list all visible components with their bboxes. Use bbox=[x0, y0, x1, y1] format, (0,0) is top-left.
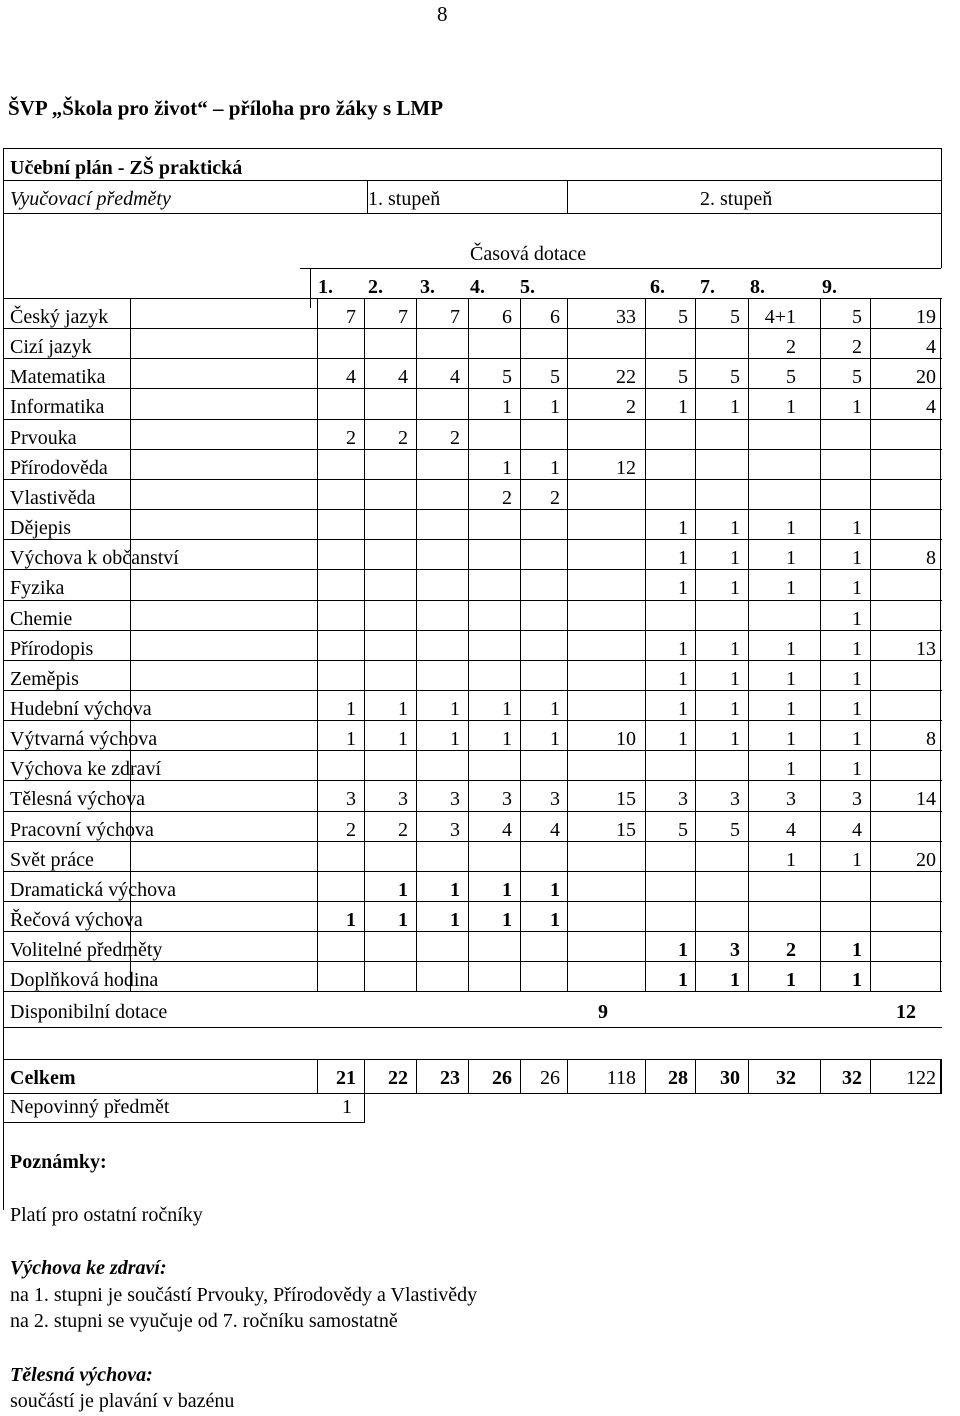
hours-cell: 3 bbox=[550, 788, 560, 810]
table-rule bbox=[3, 690, 942, 691]
page-number: 8 bbox=[437, 2, 448, 26]
hours-cell: 1 bbox=[398, 728, 408, 750]
hours-cell: 1 bbox=[786, 577, 796, 599]
hours-cell: 10 bbox=[616, 728, 636, 750]
subject-name: Výchova k občanství bbox=[10, 547, 179, 569]
subject-name: Disponibilní dotace bbox=[10, 1001, 168, 1023]
hours-cell: 1 bbox=[678, 396, 688, 418]
table-rule bbox=[3, 539, 942, 540]
hours-cell: 2 bbox=[786, 939, 796, 961]
hours-cell: 1 bbox=[786, 638, 796, 660]
table-rule bbox=[567, 180, 568, 214]
hours-cell: 2 bbox=[346, 819, 356, 841]
hours-cell: 3 bbox=[450, 788, 460, 810]
hours-cell: 1 bbox=[398, 698, 408, 720]
hours-cell: 1 bbox=[786, 547, 796, 569]
subject-name: Cizí jazyk bbox=[10, 336, 92, 358]
table-rule bbox=[940, 298, 941, 991]
hours-cell: 33 bbox=[616, 306, 636, 328]
total-label: Celkem bbox=[10, 1067, 76, 1089]
grade-header: 6. bbox=[650, 276, 665, 298]
hours-cell: 20 bbox=[916, 366, 936, 388]
hours-cell: 4 bbox=[502, 819, 512, 841]
subject-name: Dějepis bbox=[10, 517, 72, 539]
table-rule bbox=[416, 1059, 417, 1094]
hours-cell: 9 bbox=[598, 1001, 608, 1023]
pe-note-heading: Tělesná výchova: bbox=[10, 1364, 153, 1386]
time-allocation-header: Časová dotace bbox=[470, 243, 587, 265]
hours-cell: 1 bbox=[550, 909, 560, 931]
hours-cell: 1 bbox=[730, 517, 740, 539]
hours-cell: 1 bbox=[852, 969, 862, 991]
table-rule bbox=[3, 479, 942, 480]
table-rule bbox=[3, 509, 942, 510]
notes-heading: Poznámky: bbox=[10, 1151, 107, 1173]
grade-header: 4. bbox=[470, 276, 485, 298]
table-rule bbox=[3, 811, 942, 812]
table-rule bbox=[520, 298, 521, 991]
table-rule bbox=[3, 298, 942, 299]
hours-cell: 1 bbox=[342, 1096, 352, 1118]
table-rule bbox=[3, 148, 942, 149]
table-rule bbox=[300, 268, 941, 269]
hours-cell: 4 bbox=[926, 396, 936, 418]
total-cell: 122 bbox=[906, 1067, 936, 1089]
table-rule bbox=[820, 1059, 821, 1094]
hours-cell: 1 bbox=[450, 728, 460, 750]
table-rule bbox=[941, 148, 942, 268]
subject-name: Vlastivěda bbox=[10, 487, 96, 509]
hours-cell: 1 bbox=[786, 849, 796, 871]
table-rule bbox=[3, 298, 4, 991]
table-rule bbox=[645, 1059, 646, 1094]
subject-name: Volitelné předměty bbox=[10, 939, 163, 961]
table-rule bbox=[567, 1059, 568, 1094]
table-rule bbox=[3, 569, 942, 570]
hours-cell: 4 bbox=[550, 819, 560, 841]
hours-cell: 2 bbox=[450, 427, 460, 449]
grade-header: 9. bbox=[822, 276, 837, 298]
health-note-heading: Výchova ke zdraví: bbox=[10, 1257, 167, 1279]
table-rule bbox=[3, 901, 942, 902]
table-rule bbox=[3, 600, 942, 601]
hours-cell: 1 bbox=[346, 909, 356, 931]
hours-cell: 12 bbox=[896, 1001, 916, 1023]
subject-name: Nepovinný předmět bbox=[10, 1096, 170, 1118]
hours-cell: 19 bbox=[916, 306, 936, 328]
hours-cell: 1 bbox=[450, 909, 460, 931]
subject-name: Tělesná výchova bbox=[10, 788, 145, 810]
hours-cell: 1 bbox=[730, 577, 740, 599]
total-cell: 28 bbox=[668, 1067, 688, 1089]
subject-name: Výtvarná výchova bbox=[10, 728, 158, 750]
table-rule bbox=[3, 931, 942, 932]
subject-name: Český jazyk bbox=[10, 306, 109, 328]
table-rule bbox=[3, 449, 942, 450]
table-rule bbox=[645, 298, 646, 991]
table-rule bbox=[870, 1059, 871, 1094]
hours-cell: 1 bbox=[398, 909, 408, 931]
table-rule bbox=[3, 720, 942, 721]
hours-cell: 4+1 bbox=[764, 306, 796, 328]
subject-name: Matematika bbox=[10, 366, 106, 388]
table-rule bbox=[3, 358, 942, 359]
total-cell: 26 bbox=[492, 1067, 512, 1089]
subject-name: Zeměpis bbox=[10, 668, 79, 690]
table-rule bbox=[468, 1059, 469, 1094]
hours-cell: 5 bbox=[730, 366, 740, 388]
hours-cell: 1 bbox=[678, 698, 688, 720]
stage1-header: 1. stupeň bbox=[368, 188, 441, 210]
table-rule bbox=[3, 961, 942, 962]
hours-cell: 3 bbox=[730, 788, 740, 810]
hours-cell: 2 bbox=[398, 427, 408, 449]
subject-name: Informatika bbox=[10, 396, 105, 418]
hours-cell: 2 bbox=[398, 819, 408, 841]
hours-cell: 8 bbox=[926, 547, 936, 569]
hours-cell: 1 bbox=[450, 698, 460, 720]
hours-cell: 2 bbox=[346, 427, 356, 449]
hours-cell: 1 bbox=[678, 668, 688, 690]
hours-cell: 1 bbox=[678, 517, 688, 539]
hours-cell: 1 bbox=[730, 969, 740, 991]
hours-cell: 1 bbox=[852, 849, 862, 871]
table-rule bbox=[567, 298, 568, 991]
hours-cell: 8 bbox=[926, 728, 936, 750]
hours-cell: 3 bbox=[852, 788, 862, 810]
subject-name: Chemie bbox=[10, 608, 73, 630]
hours-cell: 1 bbox=[550, 396, 560, 418]
hours-cell: 3 bbox=[346, 788, 356, 810]
hours-cell: 2 bbox=[626, 396, 636, 418]
hours-cell: 1 bbox=[852, 758, 862, 780]
hours-cell: 6 bbox=[502, 306, 512, 328]
hours-cell: 4 bbox=[398, 366, 408, 388]
hours-cell: 1 bbox=[786, 517, 796, 539]
hours-cell: 3 bbox=[502, 788, 512, 810]
hours-cell: 1 bbox=[730, 638, 740, 660]
hours-cell: 1 bbox=[502, 396, 512, 418]
notes-line: Platí pro ostatní ročníky bbox=[10, 1204, 203, 1226]
table-rule bbox=[820, 298, 821, 991]
hours-cell: 5 bbox=[678, 366, 688, 388]
health-note-line: na 1. stupni je součástí Prvouky, Přírodovědy a Vlastivědy bbox=[10, 1284, 478, 1306]
table-rule bbox=[3, 1059, 942, 1060]
hours-cell: 1 bbox=[852, 517, 862, 539]
table-rule bbox=[364, 1093, 365, 1123]
hours-cell: 1 bbox=[678, 547, 688, 569]
hours-cell: 15 bbox=[616, 819, 636, 841]
hours-cell: 12 bbox=[616, 457, 636, 479]
hours-cell: 5 bbox=[786, 366, 796, 388]
hours-cell: 20 bbox=[916, 849, 936, 871]
table-rule bbox=[748, 1059, 749, 1094]
table-rule bbox=[3, 1093, 942, 1094]
hours-cell: 1 bbox=[346, 698, 356, 720]
table-rule bbox=[364, 298, 365, 991]
hours-cell: 1 bbox=[852, 939, 862, 961]
table-rule bbox=[695, 1059, 696, 1094]
grade-header: 8. bbox=[750, 276, 765, 298]
subject-name: Přírodověda bbox=[10, 457, 108, 479]
total-cell: 22 bbox=[388, 1067, 408, 1089]
hours-cell: 1 bbox=[786, 698, 796, 720]
hours-cell: 1 bbox=[502, 909, 512, 931]
table-rule bbox=[3, 213, 942, 214]
hours-cell: 1 bbox=[678, 577, 688, 599]
table-rule bbox=[3, 871, 942, 872]
hours-cell: 1 bbox=[502, 457, 512, 479]
hours-cell: 1 bbox=[398, 879, 408, 901]
hours-cell: 1 bbox=[550, 728, 560, 750]
hours-cell: 7 bbox=[450, 306, 460, 328]
grade-header: 5. bbox=[520, 276, 535, 298]
total-cell: 32 bbox=[776, 1067, 796, 1089]
hours-cell: 5 bbox=[730, 819, 740, 841]
table-rule bbox=[416, 298, 417, 991]
hours-cell: 4 bbox=[926, 336, 936, 358]
hours-cell: 1 bbox=[786, 668, 796, 690]
table-rule bbox=[3, 780, 942, 781]
hours-cell: 1 bbox=[730, 698, 740, 720]
hours-cell: 1 bbox=[550, 698, 560, 720]
hours-cell: 1 bbox=[730, 728, 740, 750]
hours-cell: 5 bbox=[678, 819, 688, 841]
grade-header: 2. bbox=[368, 276, 383, 298]
hours-cell: 2 bbox=[502, 487, 512, 509]
subject-name: Řečová výchova bbox=[10, 909, 143, 931]
table-rule bbox=[3, 328, 942, 329]
total-cell: 23 bbox=[440, 1067, 460, 1089]
hours-cell: 1 bbox=[786, 758, 796, 780]
stage2-header: 2. stupeň bbox=[700, 188, 773, 210]
total-cell: 118 bbox=[606, 1067, 636, 1089]
hours-cell: 1 bbox=[678, 728, 688, 750]
document-title: ŠVP „Škola pro život“ – příloha pro žáky s LMP bbox=[8, 96, 444, 120]
hours-cell: 14 bbox=[916, 788, 936, 810]
hours-cell: 3 bbox=[450, 819, 460, 841]
hours-cell: 1 bbox=[550, 879, 560, 901]
table-rule bbox=[3, 750, 942, 751]
hours-cell: 1 bbox=[550, 457, 560, 479]
table-rule bbox=[367, 180, 368, 214]
hours-cell: 1 bbox=[730, 547, 740, 569]
hours-cell: 1 bbox=[852, 396, 862, 418]
hours-cell: 7 bbox=[346, 306, 356, 328]
hours-cell: 5 bbox=[502, 366, 512, 388]
table-rule bbox=[3, 841, 942, 842]
table-rule bbox=[3, 180, 942, 181]
hours-cell: 5 bbox=[730, 306, 740, 328]
hours-cell: 3 bbox=[678, 788, 688, 810]
hours-cell: 15 bbox=[616, 788, 636, 810]
total-cell: 26 bbox=[540, 1067, 560, 1089]
table-rule bbox=[941, 1059, 942, 1094]
table-rule bbox=[3, 991, 942, 992]
hours-cell: 5 bbox=[550, 366, 560, 388]
hours-cell: 1 bbox=[786, 728, 796, 750]
hours-cell: 1 bbox=[678, 969, 688, 991]
table-rule bbox=[870, 298, 871, 991]
hours-cell: 1 bbox=[502, 728, 512, 750]
total-cell: 32 bbox=[842, 1067, 862, 1089]
hours-cell: 1 bbox=[852, 547, 862, 569]
table-rule bbox=[3, 1027, 942, 1028]
total-cell: 21 bbox=[336, 1067, 356, 1089]
hours-cell: 1 bbox=[346, 728, 356, 750]
grade-header: 1. bbox=[318, 276, 333, 298]
hours-cell: 3 bbox=[398, 788, 408, 810]
hours-cell: 1 bbox=[852, 728, 862, 750]
hours-cell: 1 bbox=[502, 879, 512, 901]
hours-cell: 4 bbox=[346, 366, 356, 388]
hours-cell: 2 bbox=[550, 487, 560, 509]
grade-header: 3. bbox=[420, 276, 435, 298]
table-rule bbox=[468, 298, 469, 991]
hours-cell: 1 bbox=[730, 396, 740, 418]
subject-name: Fyzika bbox=[10, 577, 65, 599]
table-rule bbox=[520, 1059, 521, 1094]
hours-cell: 1 bbox=[450, 879, 460, 901]
subject-name: Přírodopis bbox=[10, 638, 94, 660]
table-rule bbox=[3, 630, 942, 631]
health-note-line: na 2. stupni se vyučuje od 7. ročníku samostatně bbox=[10, 1310, 398, 1332]
hours-cell: 1 bbox=[786, 396, 796, 418]
table-rule bbox=[364, 1059, 365, 1094]
grade-header: 7. bbox=[700, 276, 715, 298]
hours-cell: 3 bbox=[730, 939, 740, 961]
subject-name: Doplňková hodina bbox=[10, 969, 159, 991]
table-rule bbox=[3, 419, 942, 420]
subject-name: Dramatická výchova bbox=[10, 879, 177, 901]
table-rule bbox=[310, 268, 311, 308]
hours-cell: 1 bbox=[852, 668, 862, 690]
hours-cell: 1 bbox=[502, 698, 512, 720]
table-rule bbox=[748, 298, 749, 991]
total-cell: 30 bbox=[720, 1067, 740, 1089]
hours-cell: 3 bbox=[786, 788, 796, 810]
hours-cell: 7 bbox=[398, 306, 408, 328]
hours-cell: 1 bbox=[852, 608, 862, 630]
hours-cell: 1 bbox=[786, 969, 796, 991]
hours-cell: 1 bbox=[852, 638, 862, 660]
hours-cell: 5 bbox=[678, 306, 688, 328]
hours-cell: 2 bbox=[852, 336, 862, 358]
table-rule bbox=[317, 298, 318, 991]
subject-name: Výchova ke zdraví bbox=[10, 758, 162, 780]
table-rule bbox=[3, 388, 942, 389]
subject-name: Prvouka bbox=[10, 427, 77, 449]
hours-cell: 5 bbox=[852, 366, 862, 388]
hours-cell: 1 bbox=[678, 638, 688, 660]
hours-cell: 4 bbox=[786, 819, 796, 841]
hours-cell: 1 bbox=[730, 668, 740, 690]
hours-cell: 13 bbox=[916, 638, 936, 660]
table-rule bbox=[317, 1059, 318, 1094]
hours-cell: 1 bbox=[852, 577, 862, 599]
hours-cell: 2 bbox=[786, 336, 796, 358]
hours-cell: 22 bbox=[616, 366, 636, 388]
table-rule bbox=[3, 1122, 365, 1123]
table-title: Učební plán - ZŠ praktická bbox=[10, 157, 243, 179]
hours-cell: 1 bbox=[678, 939, 688, 961]
hours-cell: 6 bbox=[550, 306, 560, 328]
hours-cell: 4 bbox=[450, 366, 460, 388]
table-rule bbox=[695, 298, 696, 991]
subject-name: Pracovní výchova bbox=[10, 819, 154, 841]
subject-name: Svět práce bbox=[10, 849, 94, 871]
hours-cell: 4 bbox=[852, 819, 862, 841]
hours-cell: 5 bbox=[852, 306, 862, 328]
table-rule bbox=[3, 660, 942, 661]
subject-name: Hudební výchova bbox=[10, 698, 152, 720]
pe-note-line: součástí je plavání v bazénu bbox=[10, 1390, 235, 1412]
hours-cell: 1 bbox=[852, 698, 862, 720]
subjects-header: Vyučovací předměty bbox=[10, 188, 171, 210]
